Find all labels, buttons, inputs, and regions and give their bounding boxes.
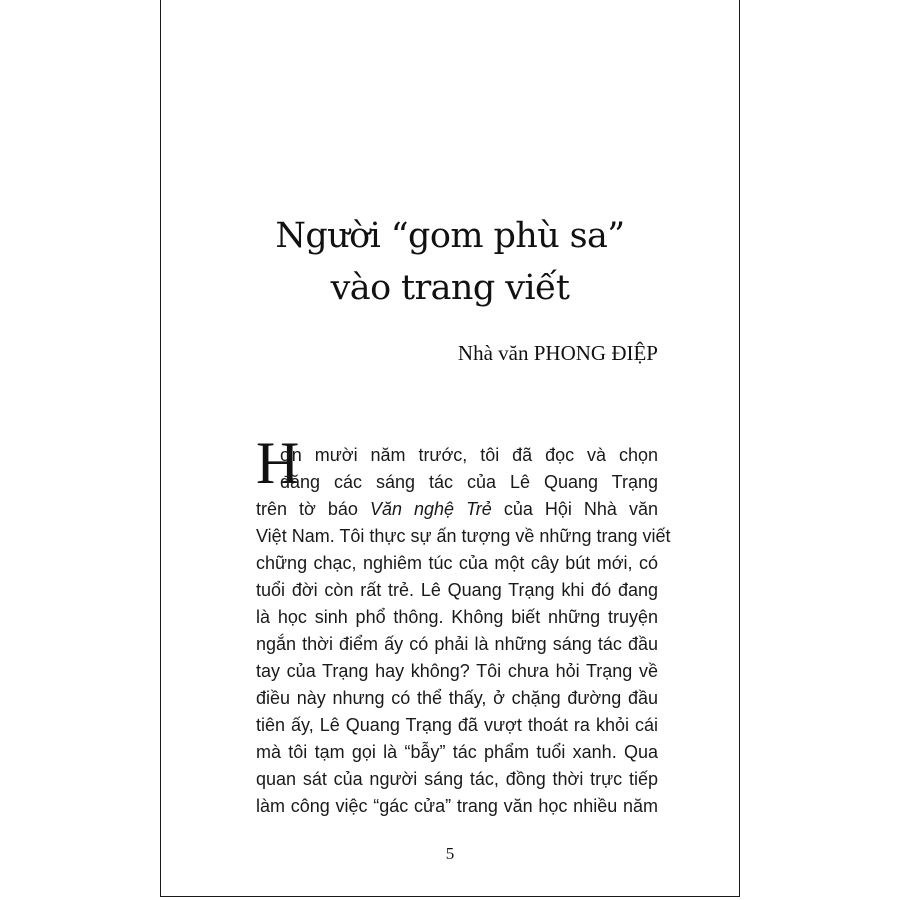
body-line: ngắn thời điểm ấy có phải là những sáng tác đầu — [256, 634, 658, 654]
body-line: chững chạc, nghiêm túc của một cây bút mới, có — [256, 553, 658, 573]
body-line: điều này nhưng có thể thấy, ở chặng đường đầu — [256, 688, 658, 708]
body-line: mà tôi tạm gọi là “bẫy” tác phẩm tuổi xanh. Qua — [256, 742, 658, 762]
newspaper-title: Văn nghệ Trẻ — [369, 499, 492, 519]
body-line: tiên ấy, Lê Quang Trạng đã vượt thoát ra khỏi cái — [256, 715, 658, 735]
body-line: ơn mười năm trước, tôi đã đọc và chọn — [280, 445, 658, 465]
drop-cap: H — [256, 430, 300, 496]
body-line: Việt Nam. Tôi thực sự ấn tượng về những trang viết — [256, 526, 671, 546]
body-line: tay của Trạng hay không? Tôi chưa hỏi Trạng về — [256, 661, 658, 681]
book-page — [160, 0, 740, 897]
author-byline: Nhà văn PHONG ĐIỆP — [457, 341, 658, 365]
page-number: 5 — [445, 844, 455, 863]
body-line: đăng các sáng tác của Lê Quang Trạng — [280, 472, 658, 492]
body-line: tuổi đời còn rất trẻ. Lê Quang Trạng khi đó đang — [256, 580, 658, 600]
body-text: của Hội Nhà văn — [503, 499, 658, 519]
body-line: làm công việc “gác cửa” trang văn học nhiều năm — [256, 796, 658, 816]
body-text: trên tờ báo — [256, 499, 358, 519]
body-line: là học sinh phổ thông. Không biết những truyện — [256, 607, 658, 627]
body-line — [256, 498, 658, 520]
chapter-title-line-2: vào trang viết — [330, 268, 570, 308]
chapter-title-line-1: Người “gom phù sa” — [275, 216, 625, 256]
body-line: quan sát của người sáng tác, đồng thời trực tiếp — [256, 769, 658, 789]
